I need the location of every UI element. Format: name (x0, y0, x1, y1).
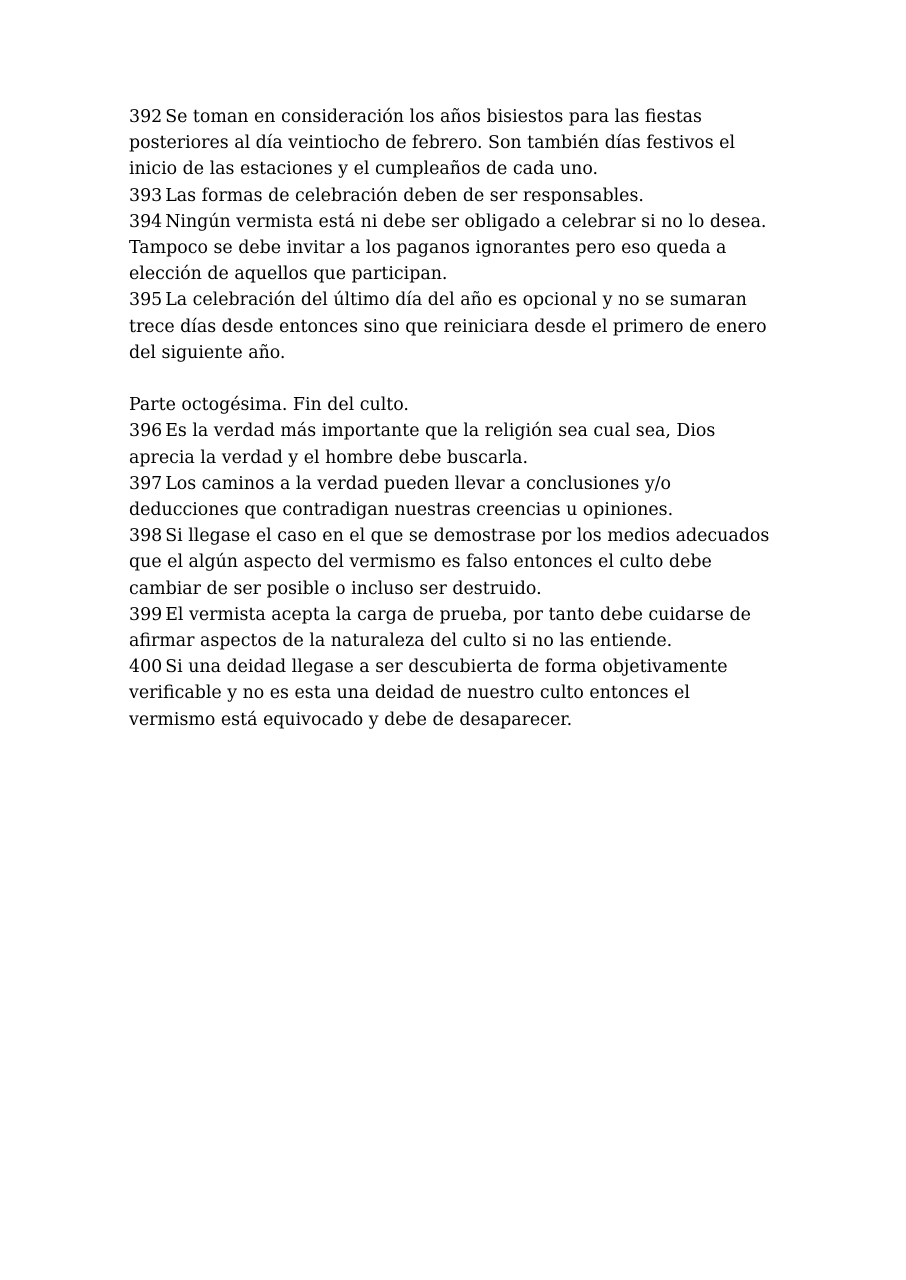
article-text: La celebración del último día del año es opcional y no se sumaran trece días desde entonces sino que reiniciara desde el primero de enero del siguiente año. (129, 290, 767, 363)
article-396 (129, 418, 777, 470)
article-number: 396 (129, 421, 163, 442)
article-399 (129, 602, 777, 654)
article-397 (129, 471, 777, 523)
article-text: Los caminos a la verdad pueden llevar a conclusiones y/o deducciones que contradigan nuestras creencias u opiniones. (129, 473, 674, 521)
section-heading: Parte octogésima. Fin del culto. (129, 395, 409, 416)
article-text: Las formas de celebración deben de ser responsables. (165, 185, 644, 206)
article-392 (129, 104, 777, 183)
article-text: El vermista acepta la carga de prueba, por tanto debe cuidarse de afirmar aspectos de la naturaleza del culto si no las entiende. (129, 604, 751, 652)
article-text: Es la verdad más importante que la religión sea cual sea, Dios aprecia la verdad y el hombre debe buscarla. (129, 421, 716, 468)
article-number: 394 (129, 211, 163, 232)
article-number: 397 (129, 473, 163, 494)
article-text: Ningún vermista está ni debe ser obligado a celebrar si no lo desea. Tampoco se debe invitar a los paganos ignorantes pero eso queda a elección de aquellos que participan. (129, 211, 767, 285)
article-text: Si una deidad llegase a ser descubierta de forma objetivamente verificable y no es esta una deidad de nuestro culto entonces el vermismo está equivocado y debe de desaparecer. (129, 657, 728, 730)
article-400 (129, 654, 777, 733)
article-395 (129, 287, 777, 366)
article-394 (129, 209, 777, 288)
article-number: 398 (129, 526, 163, 547)
article-number: 395 (129, 290, 163, 311)
article-398 (129, 523, 777, 602)
document-body (129, 104, 777, 733)
article-number: 399 (129, 604, 163, 625)
article-number: 393 (129, 185, 163, 206)
article-text: Se toman en consideración los años bisiestos para las fiestas posteriores al día veintiocho de febrero. Son también días festivos el inicio de las estaciones y el cumpleaños de cada uno. (129, 107, 736, 180)
paragraph-spacer (129, 366, 777, 392)
article-number: 392 (129, 107, 163, 127)
article-number: 400 (129, 657, 163, 678)
article-393 (129, 183, 777, 209)
article-text: Si llegase el caso en el que se demostrase por los medios adecuados que el algún aspecto del vermismo es falso entonces el culto debe cambiar de ser posible o incluso ser destruido. (129, 526, 770, 599)
